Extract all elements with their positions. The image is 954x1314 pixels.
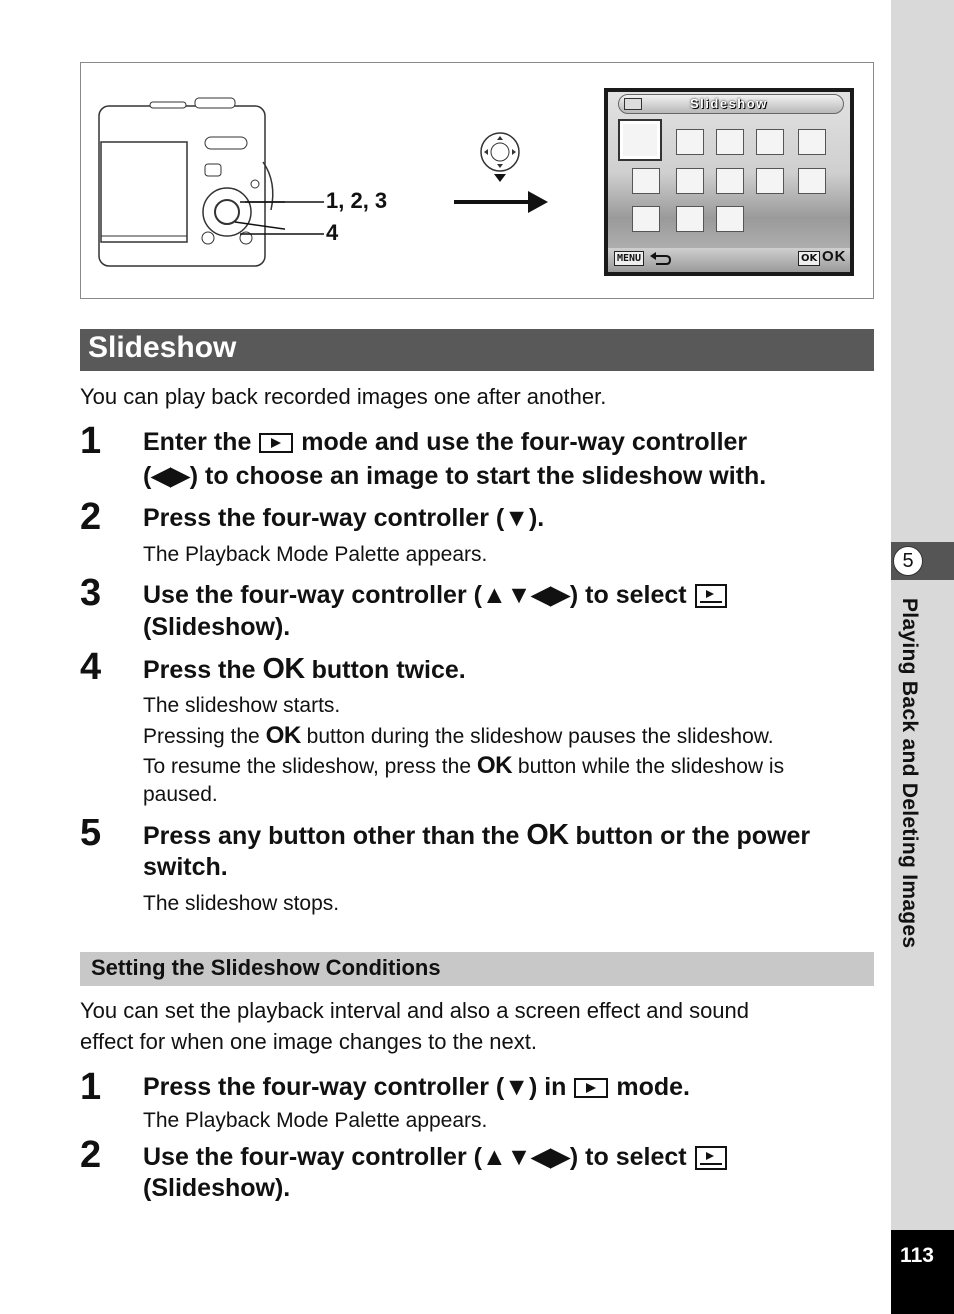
chapter-number: 5: [893, 546, 923, 576]
playback-icon: [258, 431, 294, 455]
dpof-icon: [676, 206, 704, 232]
step-1-line-1: Enter the mode and use the four-way controller: [143, 428, 748, 456]
resize-icon: [676, 129, 704, 155]
return-arrow-icon: [648, 250, 672, 266]
slideshow-icon: [694, 583, 728, 609]
page-number: 113: [900, 1244, 934, 1267]
brightness-icon: [716, 168, 744, 194]
step-3-line-1: Use the four-way controller (▲▼◀▶) to select: [143, 580, 728, 610]
lcd-menu-button: MENU: [614, 251, 644, 266]
step-4-note-1: The slideshow starts.: [143, 694, 341, 717]
callout-steps-1-2-3: 1, 2, 3: [326, 188, 388, 213]
callout-leader-lines: [240, 190, 326, 250]
sub-step-1-number: 1: [80, 1066, 102, 1108]
section-intro: You can play back recorded images one after another.: [80, 384, 607, 409]
playback-mode-icon: [624, 98, 642, 110]
step-1-number: 1: [80, 420, 102, 462]
step-4-number: 4: [80, 646, 102, 688]
sub-step-1-text: Press the four-way controller (▼) in mode.: [143, 1073, 690, 1101]
ok-button-glyph: OK: [265, 722, 301, 749]
lcd-ok-button: OK: [798, 251, 820, 266]
step-4-text: Press the OK button twice.: [143, 653, 466, 685]
lcd-title: Slideshow: [690, 96, 768, 111]
ok-button-glyph: OK: [526, 819, 569, 851]
lcd-ok-label: OK: [822, 248, 847, 265]
callout-step-4: 4: [326, 220, 339, 245]
step-5-note: The slideshow stops.: [143, 892, 340, 915]
chapter-title: Playing Back and Deleting Images: [898, 598, 921, 949]
step-5-line-1: Press any button other than the OK button or the power: [143, 819, 811, 851]
ok-button-glyph: OK: [476, 752, 513, 779]
start-up-screen-icon: [716, 206, 744, 232]
sub-step-2-line-2: (Slideshow).: [143, 1174, 291, 1202]
step-2-note: The Playback Mode Palette appears.: [143, 543, 488, 566]
arrow-right-icon: [452, 188, 552, 216]
slideshow-icon: [620, 121, 660, 159]
ok-button-glyph: OK: [262, 653, 305, 685]
step-1-line-2: (◀▶) to choose an image to start the slideshow with.: [143, 462, 767, 490]
step-3-number: 3: [80, 572, 102, 614]
subsection-intro-line-1: You can set the playback interval and also a screen effect and sound: [80, 998, 750, 1023]
sub-step-2-line-1: Use the four-way controller (▲▼◀▶) to select: [143, 1142, 728, 1172]
cropping-icon: [716, 129, 744, 155]
frame-composite-icon: [676, 168, 704, 194]
rotate-icon: [798, 129, 826, 155]
slideshow-icon: [694, 1145, 728, 1171]
step-2-number: 2: [80, 496, 102, 538]
step-4-note-2: Pressing the OK button during the slideshow pauses the slideshow.: [143, 722, 774, 749]
step-5-line-2: switch.: [143, 853, 228, 881]
protect-icon: [632, 206, 660, 232]
playback-icon: [573, 1076, 609, 1100]
section-title: Slideshow: [88, 331, 237, 364]
image-copy-icon: [756, 129, 784, 155]
voice-memo-icon: [798, 168, 826, 194]
sub-step-1-note: The Playback Mode Palette appears.: [143, 1109, 488, 1132]
step-4-note-3: To resume the slideshow, press the OK button while the slideshow is: [143, 752, 785, 779]
step-2-text: Press the four-way controller (▼).: [143, 504, 545, 532]
sub-step-2-number: 2: [80, 1134, 102, 1176]
step-4-note-4: paused.: [143, 783, 218, 806]
red-eye-icon: [756, 168, 784, 194]
filter-icon: [632, 168, 660, 194]
page-number-box: [891, 1230, 954, 1314]
subsection-intro-line-2: effect for when one image changes to the next.: [80, 1029, 538, 1054]
step-3-line-2: (Slideshow).: [143, 613, 291, 641]
four-way-controller-down-icon: [478, 130, 522, 184]
step-5-number: 5: [80, 812, 102, 854]
lcd-screen: [604, 88, 854, 276]
subsection-title: Setting the Slideshow Conditions: [91, 955, 441, 980]
